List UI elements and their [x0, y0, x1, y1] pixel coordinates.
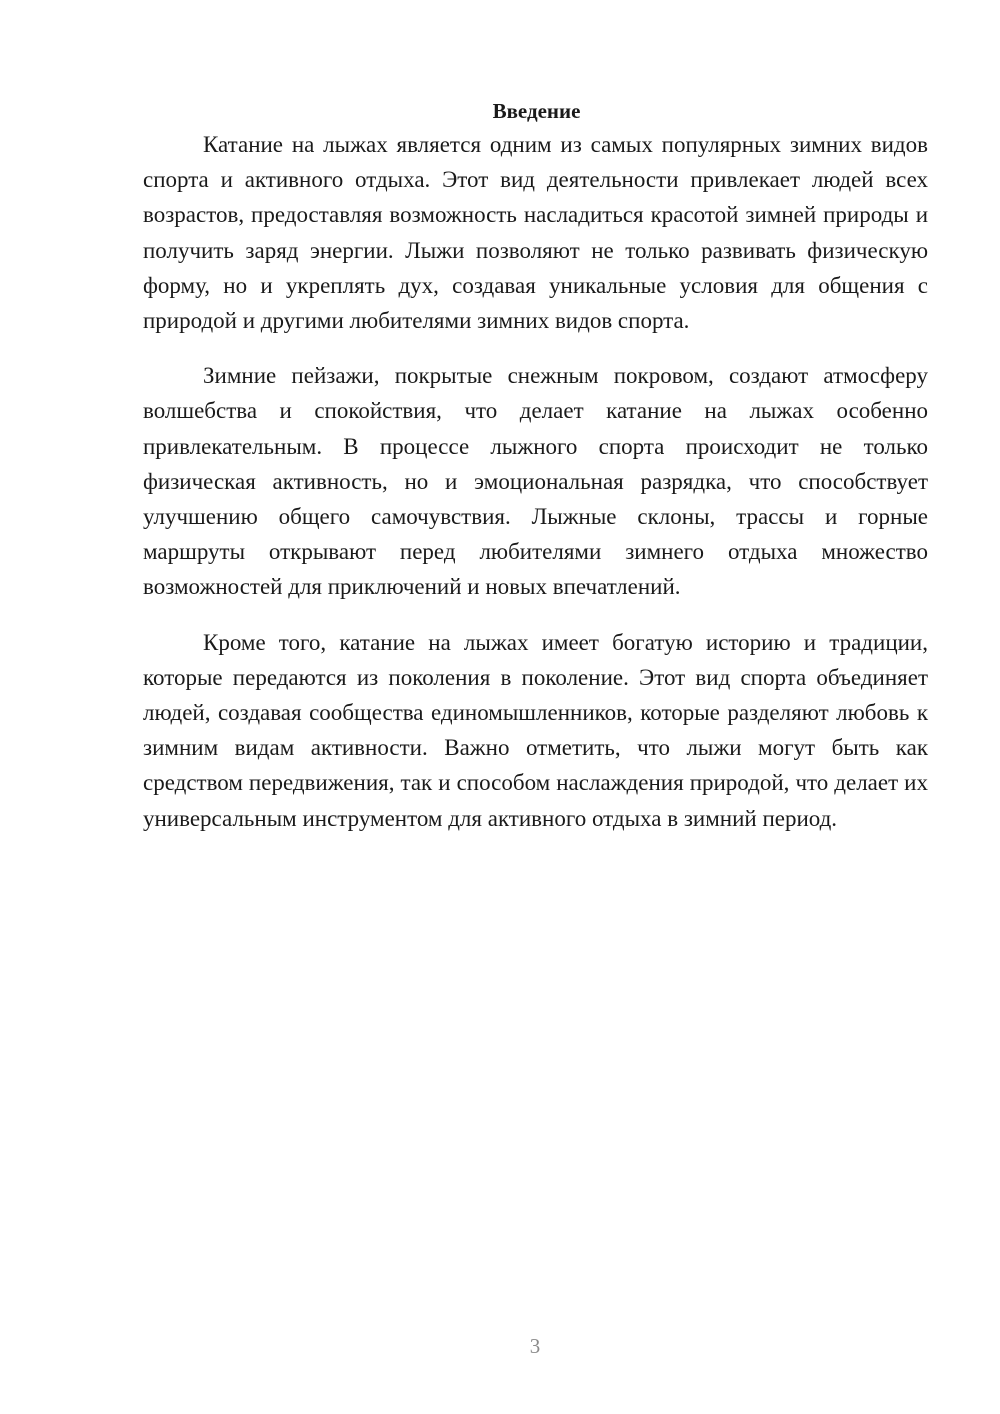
paragraph-1: Катание на лыжах является одним из самых популярных зимних видов спорта и активного отдыха. Этот вид деятельности привлекает людей всех возрастов, предоставляя возможность насладиться красотой зимней природы и получить заряд энергии. Лыжи позволяют не только развивать физическую форму, но и укреплять дух, создавая уникальные условия для общения с природой и другими любителями зимних видов спорта.	[143, 132, 928, 334]
paragraph-3: Кроме того, катание на лыжах имеет богатую историю и традиции, которые передаются из поколения в поколение. Этот вид спорта объединяет людей, создавая сообщества единомышленников, которые разделяют любовь к зимним видам активности. Важно отметить, что лыжи могут быть как средством передвижения, так и способом наслаждения природой, что делает их универсальным инструментом для активного отдыха в зимний период.	[143, 629, 928, 831]
section-heading: Введение	[492, 99, 581, 123]
page-number: 3	[529, 1334, 541, 1358]
paragraph-2: Зимние пейзажи, покрытые снежным покровом, создают атмосферу волшебства и спокойствия, что делает катание на лыжах особенно привлекательным. В процессе лыжного спорта происходит не только физическая активность, но и эмоциональная разрядка, что способствует улучшению общего самочувствия. Лыжные склоны, трассы и горные маршруты открывают перед любителями зимнего отдыха множество возможностей для приключений и новых впечатлений.	[143, 363, 928, 600]
page-content	[143, 96, 928, 856]
